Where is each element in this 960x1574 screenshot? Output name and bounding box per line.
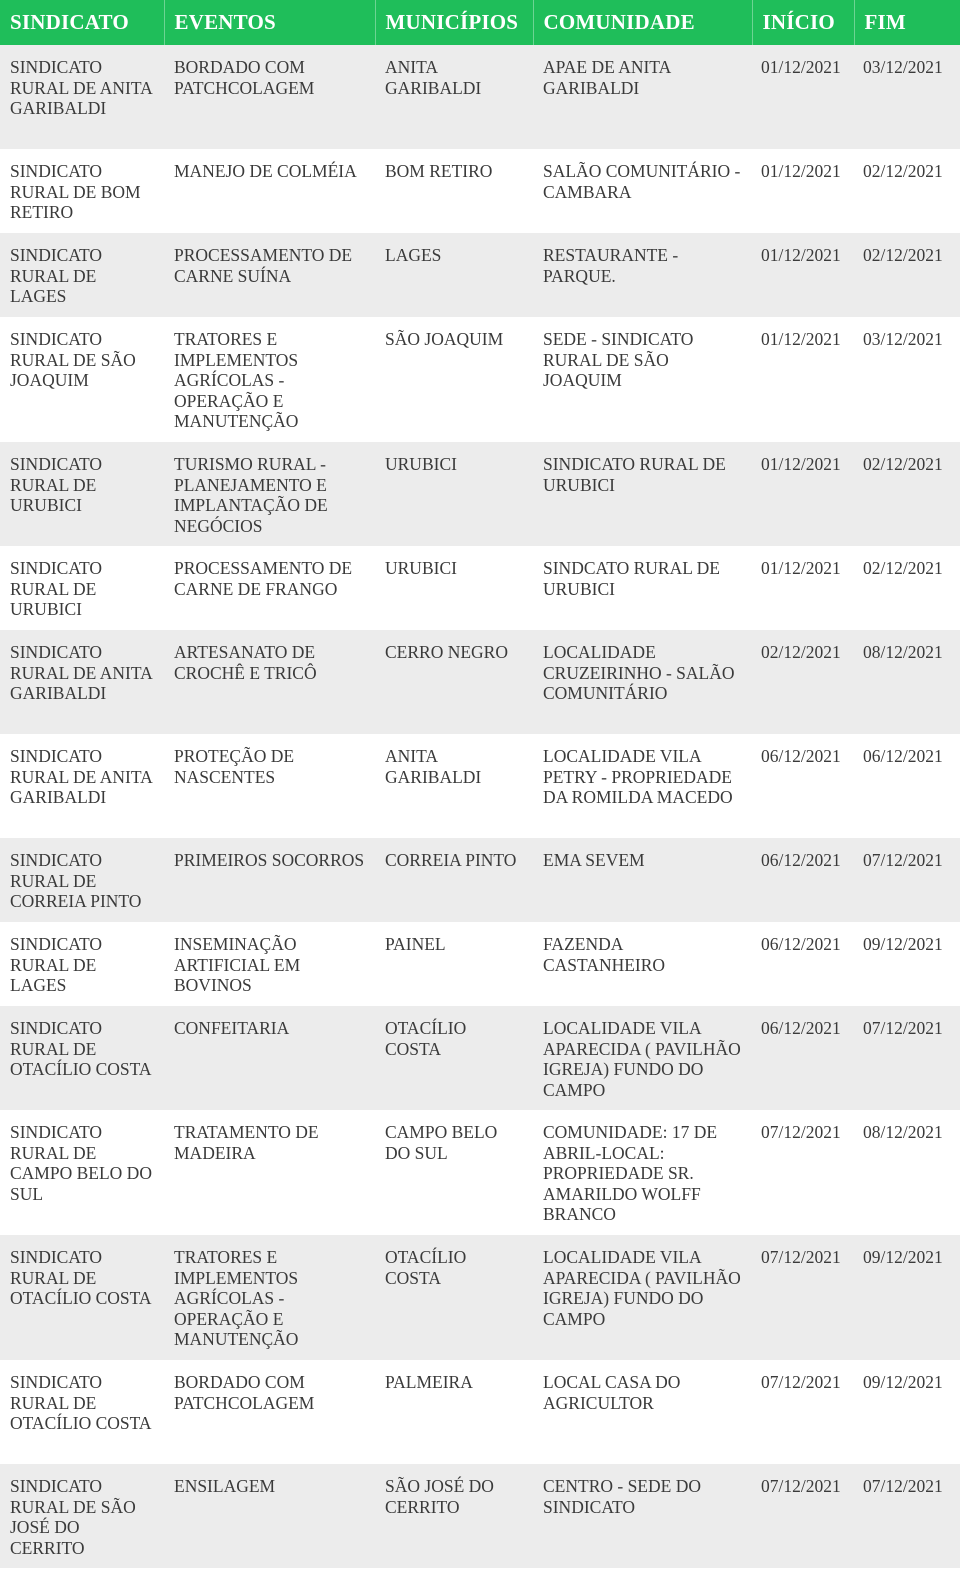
- cell-comunidade: LOCALIDADE VILA PETRY - PROPRIEDADE DA ROMILDA MACEDO: [543, 746, 733, 807]
- cell-fim: 09/12/2021: [863, 934, 943, 954]
- table-header: [0, 0, 960, 45]
- cell-municipio: ANITA GARIBALDI: [385, 746, 482, 787]
- cell-fim: 07/12/2021: [863, 850, 943, 870]
- cell-sindicato: SINDICATO RURAL DE ANITA GARIBALDI: [10, 746, 152, 807]
- cell-comunidade: COMUNIDADE: 17 DE ABRIL-LOCAL: PROPRIEDADE SR. AMARILDO WOLFF BRANCO: [543, 1122, 718, 1224]
- cell-sindicato: SINDICATO RURAL DE URUBICI: [10, 454, 103, 515]
- cell-comunidade: CENTRO - SEDE DO SINDICATO: [543, 1476, 701, 1517]
- cell-evento: PROCESSAMENTO DE CARNE DE FRANGO: [174, 558, 353, 599]
- cell-inicio: 06/12/2021: [761, 850, 841, 870]
- cell-comunidade: EMA SEVEM: [543, 850, 645, 870]
- table-row: [0, 1006, 960, 1110]
- cell-sindicato: SINDICATO RURAL DE CAMPO BELO DO SUL: [10, 1122, 152, 1204]
- cell-inicio: 01/12/2021: [761, 454, 841, 474]
- cell-fim: 06/12/2021: [863, 746, 943, 766]
- cell-sindicato: SINDICATO RURAL DE LAGES: [10, 245, 103, 306]
- cell-evento: ARTESANATO DE CROCHÊ E TRICÔ: [174, 642, 317, 683]
- cell-fim: 08/12/2021: [863, 1122, 943, 1142]
- table-row: [0, 233, 960, 317]
- cell-fim: 08/12/2021: [863, 642, 943, 662]
- cell-fim: 02/12/2021: [863, 558, 943, 578]
- cell-evento: INSEMINAÇÃO ARTIFICIAL EM BOVINOS: [174, 934, 301, 995]
- cell-municipio: PALMEIRA: [385, 1372, 473, 1392]
- cell-comunidade: FAZENDA CASTANHEIRO: [543, 934, 666, 975]
- cell-comunidade: LOCALIDADE CRUZEIRINHO - SALÃO COMUNITÁRIO: [543, 642, 735, 703]
- table-row: [0, 1235, 960, 1360]
- cell-evento: PRIMEIROS SOCORROS: [174, 850, 365, 870]
- header-row: [0, 0, 960, 45]
- cell-sindicato: SINDICATO RURAL DE OTACÍLIO COSTA: [10, 1018, 152, 1079]
- cell-inicio: 01/12/2021: [761, 329, 841, 349]
- table-row: [0, 1360, 960, 1464]
- cell-fim: 02/12/2021: [863, 245, 943, 265]
- cell-evento: MANEJO DE COLMÉIA: [174, 161, 357, 181]
- cell-evento: BORDADO COM PATCHCOLAGEM: [174, 1372, 315, 1413]
- cell-municipio: URUBICI: [385, 454, 457, 474]
- cell-evento: TRATORES E IMPLEMENTOS AGRÍCOLAS - OPERAÇÃO E MANUTENÇÃO: [174, 1247, 299, 1349]
- cell-municipio: SÃO JOAQUIM: [385, 329, 504, 349]
- table-row: [0, 1464, 960, 1568]
- table-row: [0, 546, 960, 630]
- header-sindicato: SINDICATO: [10, 10, 129, 34]
- cell-fim: 09/12/2021: [863, 1247, 943, 1267]
- cell-inicio: 02/12/2021: [761, 642, 841, 662]
- cell-fim: 03/12/2021: [863, 329, 943, 349]
- cell-inicio: 06/12/2021: [761, 934, 841, 954]
- cell-comunidade: SINDICATO RURAL DE URUBICI: [543, 454, 726, 495]
- cell-sindicato: SINDICATO RURAL DE OTACÍLIO COSTA: [10, 1247, 152, 1308]
- cell-sindicato: SINDICATO RURAL DE URUBICI: [10, 558, 103, 619]
- cell-comunidade: SEDE - SINDICATO RURAL DE SÃO JOAQUIM: [543, 329, 694, 390]
- table-row: [0, 1110, 960, 1235]
- cell-evento: BORDADO COM PATCHCOLAGEM: [174, 57, 315, 98]
- cell-comunidade: APAE DE ANITA GARIBALDI: [543, 57, 671, 98]
- cell-inicio: 07/12/2021: [761, 1476, 841, 1496]
- cell-inicio: 01/12/2021: [761, 558, 841, 578]
- header-fim: FIM: [854, 0, 960, 45]
- cell-sindicato: SINDICATO RURAL DE SÃO JOAQUIM: [10, 329, 136, 390]
- cell-inicio: 07/12/2021: [761, 1247, 841, 1267]
- cell-fim: 02/12/2021: [863, 161, 943, 181]
- cell-inicio: 07/12/2021: [761, 1372, 841, 1392]
- cell-municipio: OTACÍLIO COSTA: [385, 1247, 467, 1288]
- table-row: [0, 317, 960, 442]
- table-row: [0, 838, 960, 922]
- cell-municipio: CORREIA PINTO: [385, 850, 517, 870]
- header-municipios: MUNICÍPIOS: [375, 0, 533, 45]
- cell-municipio: OTACÍLIO COSTA: [385, 1018, 467, 1059]
- cell-sindicato: SINDICATO RURAL DE SÃO JOSÉ DO CERRITO: [10, 1476, 136, 1558]
- table-row: [0, 45, 960, 149]
- cell-municipio: ANITA GARIBALDI: [385, 57, 482, 98]
- table-row: [0, 149, 960, 233]
- cell-inicio: 06/12/2021: [761, 1018, 841, 1038]
- cell-inicio: 06/12/2021: [761, 746, 841, 766]
- cell-fim: 07/12/2021: [863, 1018, 943, 1038]
- header-comunidade: COMUNIDADE: [533, 0, 752, 45]
- cell-fim: 07/12/2021: [863, 1476, 943, 1496]
- cell-comunidade: LOCALIDADE VILA APARECIDA ( PAVILHÃO IGREJA) FUNDO DO CAMPO: [543, 1018, 741, 1100]
- cell-evento: TRATORES E IMPLEMENTOS AGRÍCOLAS - OPERAÇÃO E MANUTENÇÃO: [174, 329, 299, 431]
- header-eventos: EVENTOS: [164, 0, 375, 45]
- cell-sindicato: SINDICATO RURAL DE CORREIA PINTO: [10, 850, 142, 911]
- cell-municipio: SÃO JOSÉ DO CERRITO: [385, 1476, 494, 1517]
- table-row: [0, 734, 960, 838]
- cell-fim: 02/12/2021: [863, 454, 943, 474]
- table-row: [0, 922, 960, 1006]
- table-row: [0, 442, 960, 546]
- cell-comunidade: SINDCATO RURAL DE URUBICI: [543, 558, 720, 599]
- cell-municipio: BOM RETIRO: [385, 161, 493, 181]
- cell-evento: PROTEÇÃO DE NASCENTES: [174, 746, 295, 787]
- cell-evento: CONFEITARIA: [174, 1018, 290, 1038]
- cell-comunidade: LOCAL CASA DO AGRICULTOR: [543, 1372, 681, 1413]
- cell-comunidade: SALÃO COMUNITÁRIO - CAMBARA: [543, 161, 741, 202]
- cell-fim: 09/12/2021: [863, 1372, 943, 1392]
- cell-municipio: PAINEL: [385, 934, 446, 954]
- cell-municipio: CAMPO BELO DO SUL: [385, 1122, 498, 1163]
- cell-sindicato: SINDICATO RURAL DE ANITA GARIBALDI: [10, 642, 152, 703]
- cell-inicio: 01/12/2021: [761, 57, 841, 77]
- cell-inicio: 01/12/2021: [761, 161, 841, 181]
- cell-municipio: URUBICI: [385, 558, 457, 578]
- cell-comunidade: RESTAURANTE - PARQUE.: [543, 245, 679, 286]
- cell-sindicato: SINDICATO RURAL DE BOM RETIRO: [10, 161, 141, 222]
- table-row: [0, 630, 960, 734]
- cell-fim: 03/12/2021: [863, 57, 943, 77]
- cell-municipio: LAGES: [385, 245, 442, 265]
- cell-inicio: 01/12/2021: [761, 245, 841, 265]
- cell-sindicato: SINDICATO RURAL DE OTACÍLIO COSTA: [10, 1372, 152, 1433]
- table-body: [0, 45, 960, 1568]
- cell-sindicato: SINDICATO RURAL DE LAGES: [10, 934, 103, 995]
- cell-municipio: CERRO NEGRO: [385, 642, 508, 662]
- cell-evento: TURISMO RURAL - PLANEJAMENTO E IMPLANTAÇÃO DE NEGÓCIOS: [174, 454, 328, 536]
- header-inicio: INÍCIO: [752, 0, 854, 45]
- cell-evento: ENSILAGEM: [174, 1476, 276, 1496]
- cell-evento: PROCESSAMENTO DE CARNE SUÍNA: [174, 245, 353, 286]
- cell-comunidade: LOCALIDADE VILA APARECIDA ( PAVILHÃO IGREJA) FUNDO DO CAMPO: [543, 1247, 741, 1329]
- cell-sindicato: SINDICATO RURAL DE ANITA GARIBALDI: [10, 57, 152, 118]
- cell-evento: TRATAMENTO DE MADEIRA: [174, 1122, 319, 1163]
- cell-inicio: 07/12/2021: [761, 1122, 841, 1142]
